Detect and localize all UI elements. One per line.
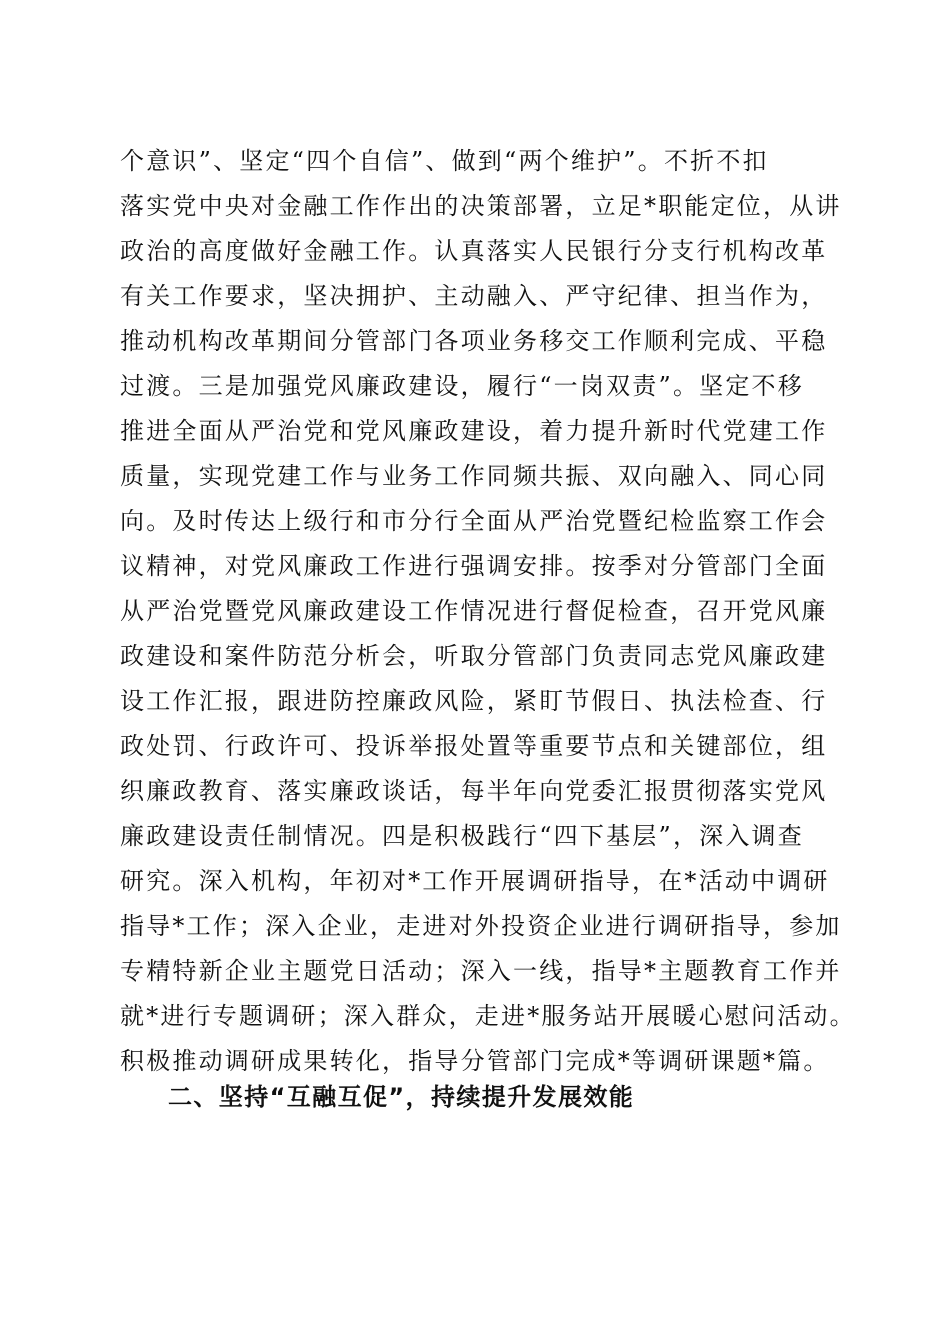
section-heading: 二、坚持“互融互促”，持续提升发展效能 xyxy=(168,1083,635,1111)
paragraph-line: 落实党中央对金融工作作出的决策部署，立足*职能定位，从讲 xyxy=(120,192,842,220)
paragraph-line: 研究。深入机构，年初对*工作开展调研指导，在*活动中调研 xyxy=(120,867,830,895)
paragraph-line: 过渡。三是加强党风廉政建设，履行“一岗双责”。坚定不移 xyxy=(120,372,804,400)
paragraph-line: 质量，实现党建工作与业务工作同频共振、双向融入、同心同 xyxy=(120,462,828,490)
paragraph-line: 廉政建设责任制情况。四是积极践行“四下基层”，深入调查 xyxy=(120,822,804,850)
paragraph-line: 从严治党暨党风廉政建设工作情况进行督促检查，召开党风廉 xyxy=(120,597,828,625)
paragraph-line: 设工作汇报，跟进防控廉政风险，紧盯节假日、执法检查、行 xyxy=(120,687,828,715)
paragraph-line: 议精神，对党风廉政工作进行强调安排。按季对分管部门全面 xyxy=(120,552,828,580)
paragraph-line: 政治的高度做好金融工作。认真落实人民银行分支行机构改革 xyxy=(120,237,828,265)
paragraph-line: 政建设和案件防范分析会，听取分管部门负责同志党风廉政建 xyxy=(120,642,828,670)
paragraph-line: 专精特新企业主题党日活动；深入一线，指导*主题教育工作并 xyxy=(120,957,842,985)
paragraph-line: 向。及时传达上级行和市分行全面从严治党暨纪检监察工作会 xyxy=(120,507,828,535)
paragraph-line: 推动机构改革期间分管部门各项业务移交工作顺利完成、平稳 xyxy=(120,327,828,355)
paragraph-line: 个意识”、坚定“四个自信”、做到“两个维护”。不折不扣 xyxy=(120,147,769,175)
paragraph-line: 有关工作要求，坚决拥护、主动融入、严守纪律、担当作为， xyxy=(120,282,828,310)
paragraph-line: 就*进行专题调研；深入群众，走进*服务站开展暖心慰问活动。 xyxy=(120,1002,856,1030)
paragraph-line: 政处罚、行政许可、投诉举报处置等重要节点和关键部位，组 xyxy=(120,732,828,760)
paragraph-line: 积极推动调研成果转化，指导分管部门完成*等调研课题*篇。 xyxy=(120,1047,830,1075)
paragraph-line: 织廉政教育、落实廉政谈话，每半年向党委汇报贯彻落实党风 xyxy=(120,777,828,805)
paragraph-line: 推进全面从严治党和党风廉政建设，着力提升新时代党建工作 xyxy=(120,417,828,445)
paragraph-line: 指导*工作；深入企业，走进对外投资企业进行调研指导，参加 xyxy=(120,912,842,940)
